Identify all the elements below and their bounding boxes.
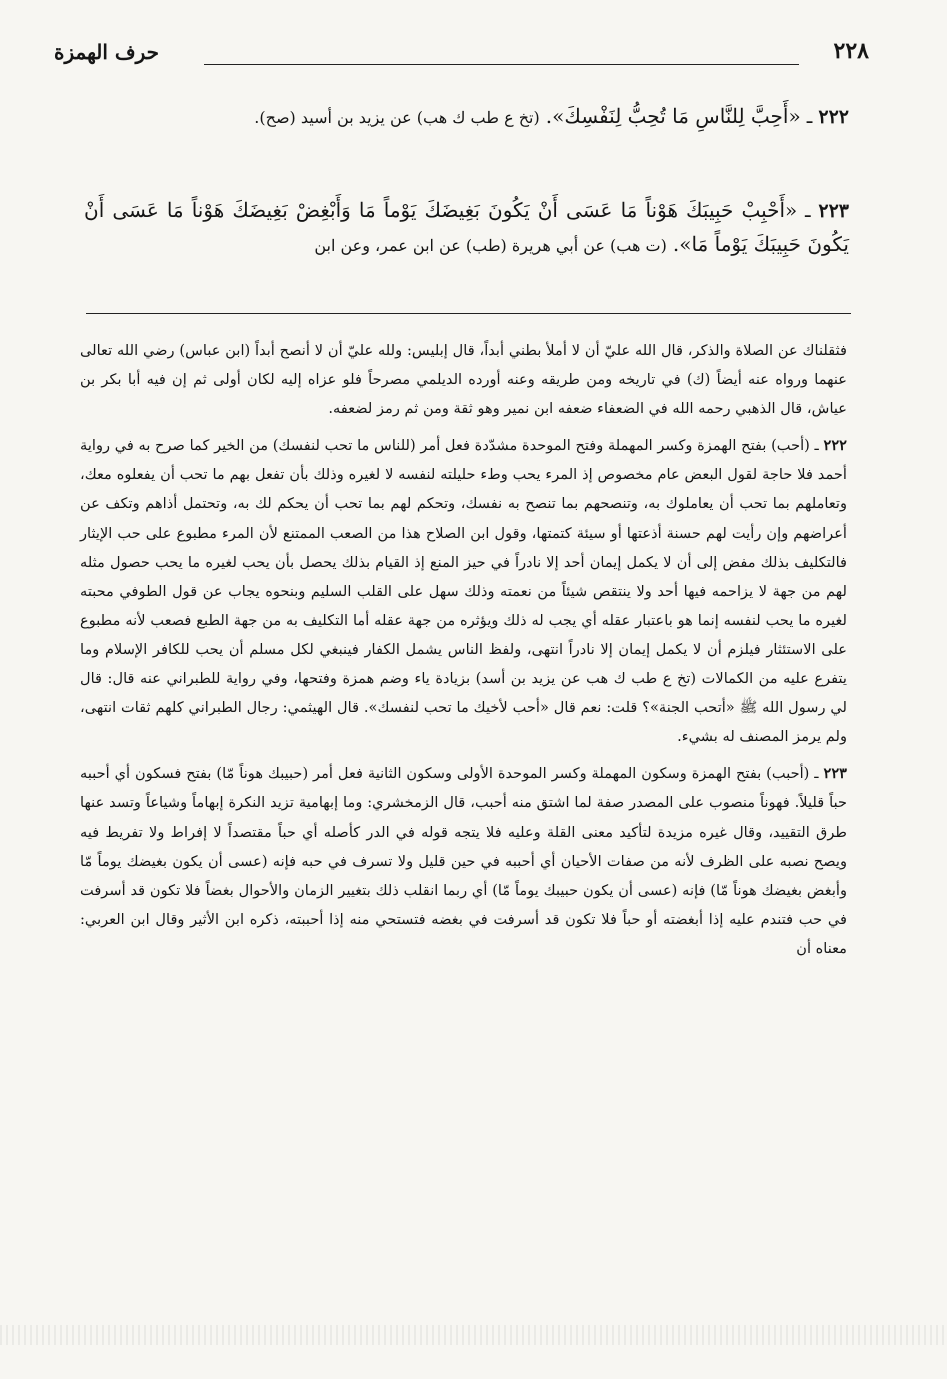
- commentary: [80, 336, 847, 971]
- commentary-text: فثقلناك عن الصلاة والذكر، قال الله عليّ أن لا أملأ بطني أبداً، قال إبليس: ولله عليّ أن لا أنصح أبداً (ابن عباس) رضي الله تعالى عنهما ورواه عنه أيضاً (ك) في تاريخه ومن طريقه وعنه أورده الديلمي مصرحاً فلو عزاه إليه لكان أولى ثم إن فيه أبا بكر بن عياش، قال الذهبي رحمه الله في الضعفاء ضعفه ابن نمير وهو ثقة ومن ثم رمز لضعفه.: [80, 342, 847, 418]
- page-header: [54, 38, 869, 72]
- scan-artifact: [0, 1325, 947, 1345]
- commentary-number: ٢٢٢: [823, 437, 847, 455]
- hadith-text: «أَحِبَّ لِلنَّاسِ مَا تُحِبُّ لِنَفْسِكَ».: [545, 104, 801, 128]
- chapter-title: حرف الهمزة: [54, 40, 160, 64]
- footnote-separator: [86, 313, 851, 314]
- hadith-text: «أَحْبِبْ حَبِيبَكَ هَوْناً مَا عَسَى أَنْ يَكُونَ بَغِيضَكَ يَوْماً مَا وَأَبْغِضْ بَغِيضَكَ هَوْناً مَا عَسَى أَنْ يَكُونَ حَبِيبَكَ يَوْماً مَا».: [84, 198, 849, 256]
- commentary-text: ـ (أحبب) بفتح الهمزة وسكون المهملة وكسر الموحدة الأولى وسكون الثانية فعل أمر (حبيبك هوناً مّا) بفتح فسكون أي أحببه حباً قليلاً. فهوناً منصوب على المصدر صفة لما اشتق منه أحبب، قال الزمخشري: وما إبهامية تزيد النكرة إبهاماً وشياعاً وتسد عنها طرق التقييد، وقال غيره مزيدة لتأكيد معنى القلة وعليه فلا يتجه قوله في الدر كأصله أي حباً مقتصداً لا إفراط ولا تفريط فيه ويصح نصبه على الظرف لأنه من صفات الأحيان أي أحببه في حين قليل ولا تسرف في حبه فإنه (عسى أن يكون بغيضك يوماً مّا وأبغض بغيضك هوناً مّا) فإنه (عسى أن يكون حبيبك يوماً مّا) أي ربما انقلب ذلك بتغيير الزمان والأحوال بغضاً فلا تكون قد أسرفت في حب فتندم عليه إذا أبغضته أو حباً فلا تكون قد أسرفت في بغضه فتستحي منه إذا أحببته، ذكره ابن الأثير وقال ابن العربي: معناه أن: [80, 765, 847, 957]
- commentary-text: ـ (أحب) بفتح الهمزة وكسر المهملة وفتح الموحدة مشدّدة فعل أمر (للناس ما تحب لنفسك) من الخير كما صرح به في رواية أحمد فلا حاجة لقول البعض عام مخصوص إذ المرء يحب وطء حليلته لنفسه لا لغيره وذلك بأن تفعل بهم ما تحب أن يفعلوه معك، وتعاملهم بما تحب أن يعاملوك به، وتنصحهم بما تنصح به نفسك، وتحكم لهم بما تحب أن يحكم لك به، وتحتمل أذاهم وتكف عن أعراضهم وإن رأيت لهم حسنة أذعتها أو سيئة كتمتها، وقول ابن الصلاح هذا من الصعب الممتنع لأن المرء مطبوع على حب الإيثار فالتكليف بذلك مفض إلى أن لا يكمل إيمان أحد إلا نادراً في حيز المنع إذ القيام بذلك يحصل بأن يحب لغيره ما يحب حصول مثله لهم من جهة لا يزاحمه فيها أحد ولا ينتقص شيئاً من نعمته وذلك سهل على القلب السليم وبنحوه يجاب عن قول الطوفي محبته لغيره ما يحب لنفسه إنما هو باعتبار عقله أي يجب له ذلك ويؤثره من جهة عقله أما التكليف به من جهة الطبع فصعب لأنه مطبوع على الاستئثار فيلزم أن لا يكمل إيمان إلا نادراً انتهى، ولفظ الناس يشمل الكفار فينبغي لكل مسلم أن يحب للكافر الإسلام وما يتفرع عليه من الكمالات (تخ ع طب ك هب عن يزيد بن أسد) بزيادة ياء وضم همزة وفتحها، وفي رواية للطبراني عنه قال: قال لي رسول الله ﷺ «أتحب الجنة»؟ قلت: نعم قال «أحب لأخيك ما تحب لنفسك». قال الهيثمي: رجال الطبراني كلهم ثقات انتهى، ولم يرمز المصنف له بشيء.: [80, 437, 847, 746]
- hadith-sources: (ت هب) عن أبي هريرة (طب) عن ابن عمر، وعن ابن: [314, 236, 667, 255]
- hadith-sources: (تخ ع طب ك هب) عن يزيد بن أسيد (صح).: [254, 108, 540, 127]
- commentary-paragraph: [80, 431, 847, 751]
- header-rule: [204, 64, 799, 65]
- hadith-number: ٢٢٣: [818, 200, 850, 222]
- commentary-number: ٢٢٣: [823, 765, 848, 783]
- page-number: ٢٢٨: [833, 38, 869, 64]
- hadith-number: ٢٢٢: [818, 106, 849, 128]
- commentary-paragraph: [80, 336, 847, 423]
- commentary-paragraph: [80, 759, 847, 963]
- hadith-223: ٢٢٣ ـ «أَحْبِبْ حَبِيبَكَ هَوْناً مَا عَسَى أَنْ يَكُونَ بَغِيضَكَ يَوْماً مَا وَأَبْغِضْ بَغِيضَكَ هَوْناً مَا عَسَى أَنْ يَكُونَ حَبِيبَكَ يَوْماً مَا». (ت هب) عن أبي هريرة (طب) عن ابن عمر، وعن ابن: [84, 198, 850, 256]
- hadith-222: ٢٢٢ ـ «أَحِبَّ لِلنَّاسِ مَا تُحِبُّ لِنَفْسِكَ». (تخ ع طب ك هب) عن يزيد بن أسيد (صح).: [254, 104, 849, 128]
